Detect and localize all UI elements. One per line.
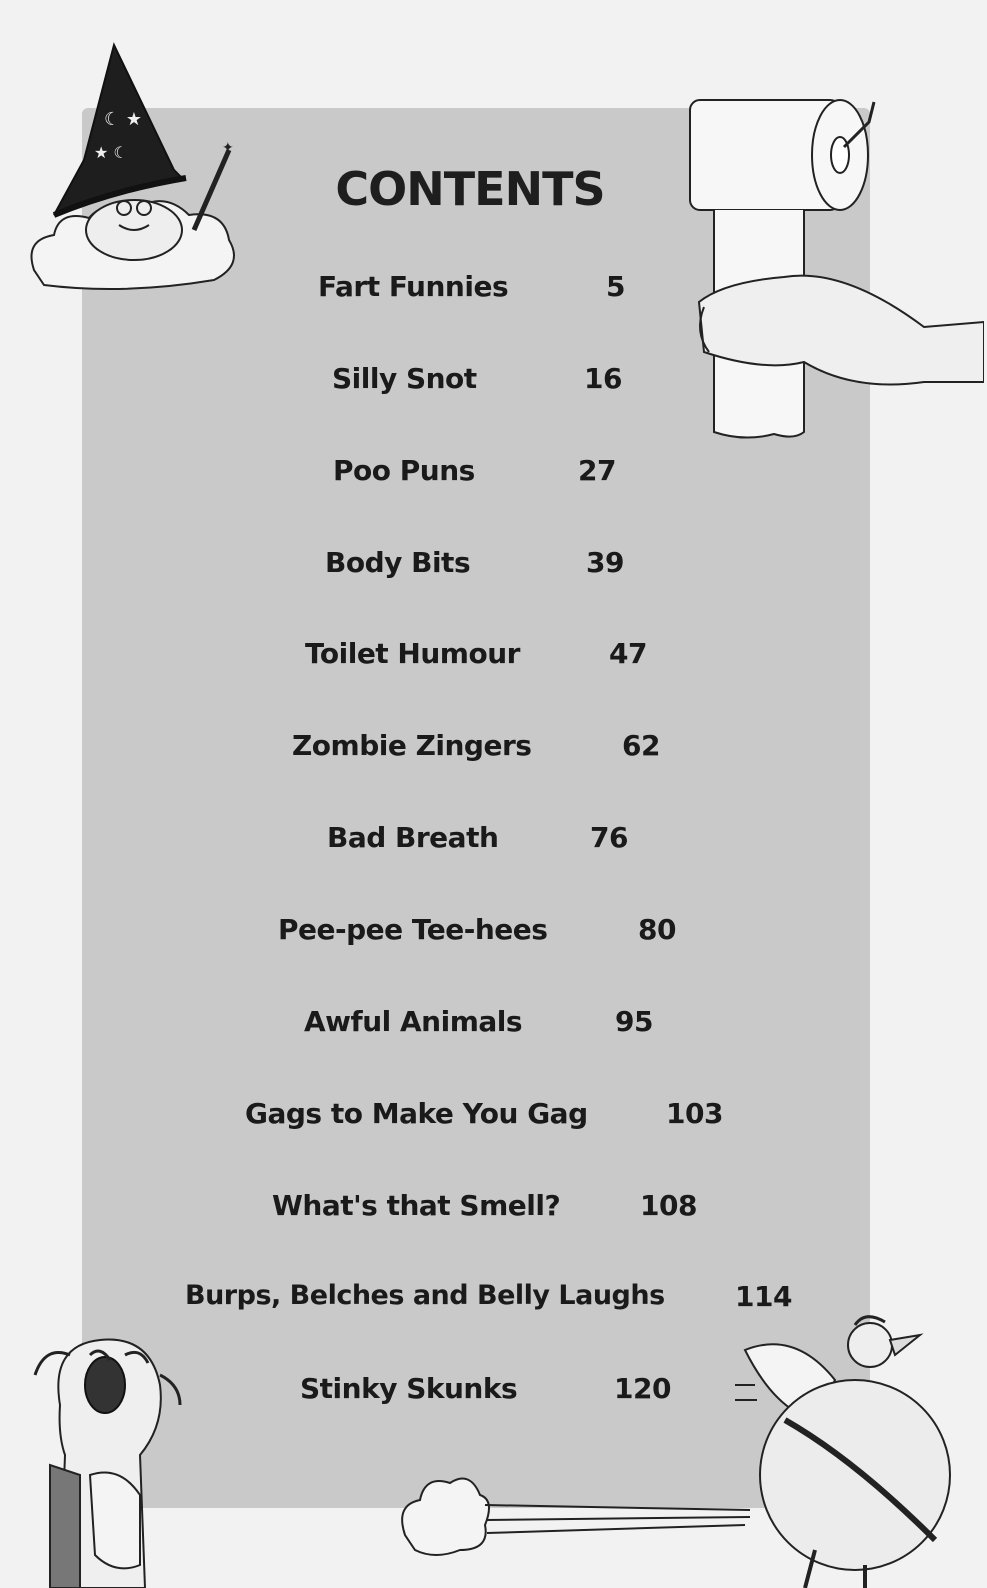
toc-entry-page: 120: [614, 1372, 671, 1405]
fart-cloud-illustration: [395, 1465, 755, 1565]
toc-entry-page: 5: [606, 270, 625, 303]
toc-entry-title: Bad Breath: [327, 821, 499, 854]
toc-entry-page: 62: [622, 729, 660, 762]
toc-entry-title: Gags to Make You Gag: [245, 1097, 588, 1130]
toc-entry-page: 108: [640, 1189, 697, 1222]
toc-entry-title: Toilet Humour: [305, 637, 520, 670]
toc-entry-title: Poo Puns: [333, 454, 475, 487]
toc-entry-page: 47: [609, 637, 647, 670]
toc-entry-page: 114: [735, 1280, 792, 1313]
toc-entry-title: Stinky Skunks: [300, 1372, 518, 1405]
toc-entry-title: What's that Smell?: [272, 1189, 561, 1222]
toc-entry-page: 27: [578, 454, 616, 487]
toc-entry-title: Pee-pee Tee-hees: [278, 913, 548, 946]
toc-entry-title: Silly Snot: [332, 362, 477, 395]
toc-entry-page: 103: [666, 1097, 723, 1130]
toc-entry-title: Awful Animals: [304, 1005, 523, 1038]
toc-entry-page: 80: [638, 913, 676, 946]
svg-text:★ ☾: ★ ☾: [94, 143, 128, 162]
page-title: CONTENTS: [335, 162, 605, 216]
toilet-roll-hand-illustration: [684, 92, 984, 452]
toc-entry-page: 39: [586, 546, 624, 579]
toc-entry-title: Body Bits: [325, 546, 471, 579]
toc-entry-title: Zombie Zingers: [292, 729, 532, 762]
toc-entry-page: 16: [584, 362, 622, 395]
toc-entry-page: 95: [615, 1005, 653, 1038]
toc-entry-title: Fart Funnies: [318, 270, 509, 303]
toc-entry-page: 76: [590, 821, 628, 854]
zombie-illustration: [30, 1325, 190, 1588]
toc-entry-title: Burps, Belches and Belly Laughs: [185, 1280, 665, 1311]
svg-text:☾ ★: ☾ ★: [104, 109, 142, 130]
chicken-illustration: [735, 1310, 987, 1588]
svg-text:✦: ✦: [222, 140, 234, 156]
